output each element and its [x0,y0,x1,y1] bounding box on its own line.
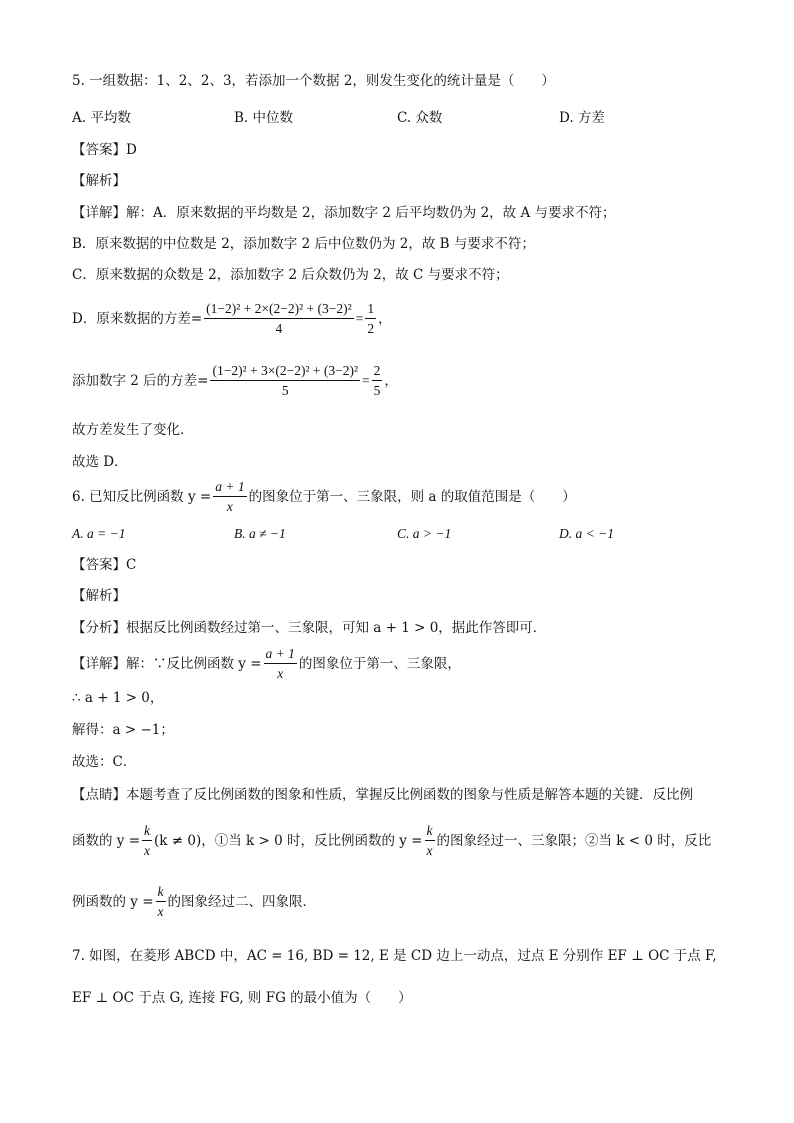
q5-variance-original: D．原来数据的方差= $\frac{\text{(1−2)² + 2×(2−2)² + (3−2)²}}{4}$ = $\frac{1}{2}$ ， [72,301,392,336]
q6-therefore: ∴ a + 1 > 0， [72,690,164,706]
fraction-numerator: k [156,883,166,902]
k-over-x-fraction [156,883,166,920]
k-over-x-fraction [142,822,152,859]
q5-detail-c: C．原来数据的众数是 2，添加数字 2 后众数仍为 2，故 C 与要求不符； [72,267,509,283]
q6-option-a: A. a = −1 [72,526,126,541]
q6-stem: 6. 已知反比例函数 y = $\frac{a + 1}{x}$ 的图象位于第一、三象限，则 a 的取值范围是（ ） [72,479,576,514]
q6-fenxi: 【分析】根据反比例函数经过第一、三象限，可知 a + 1 > 0，据此作答即可． [72,620,547,636]
variance-new-label: 添加数字 2 后的方差= [72,372,209,389]
q6-option-c: C. a > −1 [397,526,452,541]
q6-dianjing-line2: 函数的 y = $\frac{k}{x}$ (k ≠ 0)，①当 k > 0 时，反比例函数的 y = $\frac{k}{x}$ 的图象经过一、三象限；②当 k < 0 时，反比 [72,823,712,858]
q5-option-b: B. 中位数 [234,110,294,126]
q5-conclusion: 故方差发生了变化． [72,422,194,438]
fraction-numerator: a + 1 [264,645,297,664]
fraction-denominator: x [226,499,233,514]
fraction-numerator: k [425,822,435,841]
fraction-numerator: 2 [372,362,383,381]
q6-solve: 解得：a > −1； [72,722,174,738]
q6-dianjing: 【点睛】本题考查了反比例函数的图象和性质，掌握反比例函数的图象与性质是解答本题的关键．反比例 [72,787,693,803]
fraction-denominator: 2 [367,321,375,336]
q6-detail: 【详解】解：∵反比例函数 y = $\frac{a + 1}{x}$ 的图象位于第一、三象限， [72,646,461,681]
fraction-denominator: 4 [275,321,283,336]
q6-answer: 【答案】C [72,557,137,573]
q5-variance-new: 添加数字 2 后的方差= $\frac{\text{(1−2)² + 3×(2−2)² + (3−2)²}}{5}$ = $\frac{2}{5}$ ， [72,363,398,398]
q5-stem: 5. 一组数据：1、2、2、3，若添加一个数据 2，则发生变化的统计量是（ ） [72,73,555,89]
q7-stem-line2: EF ⊥ OC 于点 G, 连接 FG, 则 FG 的最小值为（ ） [72,990,412,1006]
fraction-denominator: x [157,904,164,919]
q6-option-b: B. a ≠ −1 [234,526,286,541]
q5-option-a: A. 平均数 [72,110,131,126]
fraction-numerator: (1−2)² + 2×(2−2)² + (3−2)² [204,300,354,319]
q6-stem-fraction [213,478,246,515]
q5-option-d: D. 方差 [559,110,605,126]
fraction-numerator: 1 [365,300,376,319]
q5-detail-b: B．原来数据的中位数是 2，添加数字 2 后中位数仍为 2，故 B 与要求不符； [72,236,535,252]
q5-choice: 故选 D． [72,454,128,470]
q7-stem-line1: 7. 如图，在菱形 ABCD 中，AC = 16, BD = 12, E 是 CD 边上一动点，过点 E 分别作 EF ⊥ OC 于点 F, [72,948,717,964]
variance-original-fraction [204,300,354,337]
q6-option-d: D. a < −1 [559,526,614,541]
fraction-numerator: k [142,822,152,841]
q6-analysis-title: 【解析】 [72,588,126,604]
variance-original-label: D．原来数据的方差= [72,310,203,327]
variance-original-result [365,300,376,337]
q5-answer: 【答案】D [72,142,137,158]
q5-analysis-title: 【解析】 [72,173,126,189]
q6-choice: 故选：C． [72,754,137,770]
fraction-numerator: a + 1 [213,478,246,497]
fraction-denominator: 5 [281,383,289,398]
fraction-numerator: (1−2)² + 3×(2−2)² + (3−2)² [210,362,360,381]
fraction-denominator: 5 [373,383,381,398]
q5-detail-a: 【详解】解：A．原来数据的平均数是 2，添加数字 2 后平均数仍为 2，故 A 与要求不符； [72,205,616,221]
variance-new-fraction [210,362,360,399]
q5-option-c: C. 众数 [397,110,443,126]
fraction-denominator: x [144,843,151,858]
fraction-denominator: x [277,666,284,681]
q6-dianjing-line3: 例函数的 y = $\frac{k}{x}$ 的图象经过二、四象限． [72,884,317,919]
k-over-x-fraction [425,822,435,859]
variance-new-result [372,362,383,399]
fraction-denominator: x [426,843,433,858]
q6-detail-fraction [264,645,297,682]
